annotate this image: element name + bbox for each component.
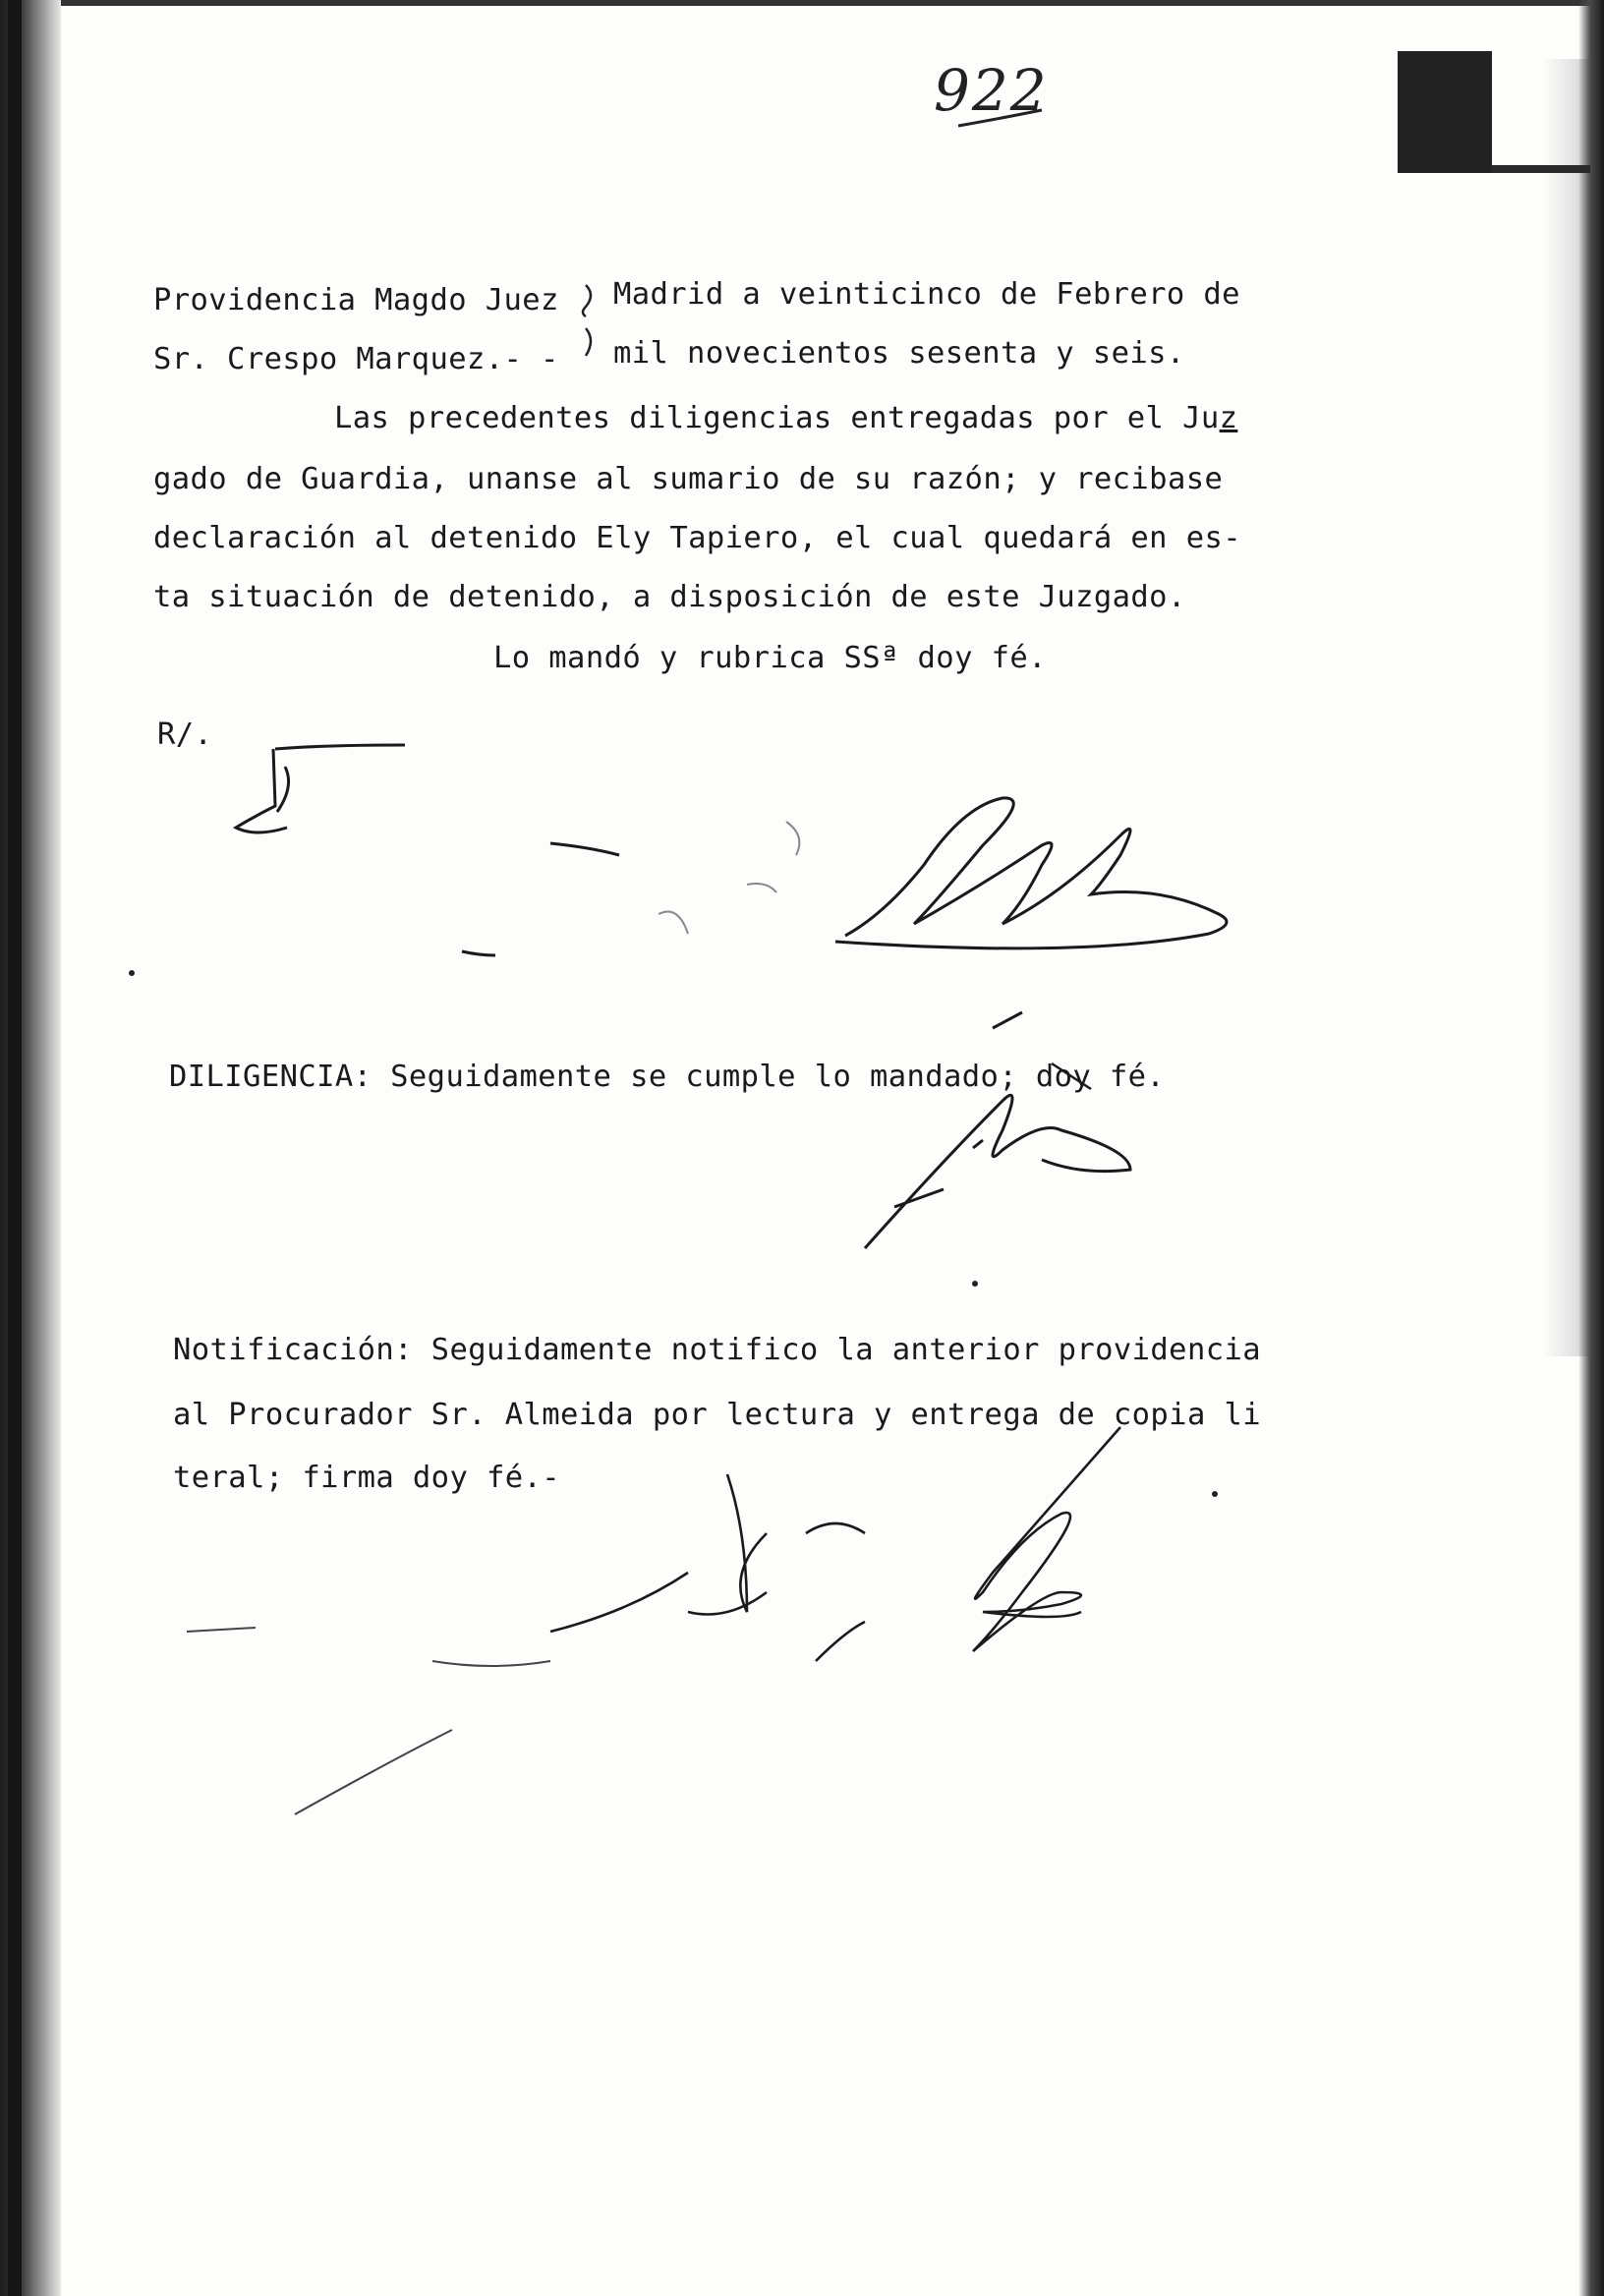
notificacion-flourish-tail — [187, 1628, 550, 1814]
diligencia-line: DILIGENCIA: Seguidamente se cumple lo mandado; doy fé. — [169, 1060, 1166, 1094]
body-line-3: declaración al detenido Ely Tapiero, el cual quedará en es- — [153, 521, 1241, 555]
header-left-line-2: Sr. Crespo Marquez.- - — [153, 342, 559, 376]
stray-dot — [972, 1281, 978, 1287]
diligencia-strike — [1052, 1063, 1091, 1089]
judge-signature-faint — [659, 822, 799, 934]
body-line-4: ta situación de detenido, a disposición de este Juzgado. — [153, 580, 1186, 614]
header-right-line-1: Madrid a veinticinco de Febrero de — [613, 277, 1240, 312]
notificacion-line-2: al Procurador Sr. Almeida por lectura y entrega de copia li — [173, 1398, 1261, 1432]
notificacion-signature — [550, 1427, 1120, 1661]
header-left-line-1: Providencia Magdo Juez — [153, 283, 559, 317]
header-bracket — [583, 285, 591, 356]
notificacion-line-1: Notificación: Seguidamente notifico la anterior providencia — [173, 1333, 1261, 1367]
stray-dot — [129, 970, 135, 976]
diligencia-signature — [865, 1012, 1130, 1248]
page-number: 922 — [934, 57, 1049, 124]
page-number-underline — [958, 110, 1042, 126]
body-line-1: Las precedentes diligencias entregadas por el Juz — [334, 401, 1238, 435]
stray-dot — [1212, 1491, 1218, 1497]
judge-flourish — [236, 745, 405, 832]
header-right-line-2: mil novecientos sesenta y seis. — [613, 336, 1185, 371]
body-line-2: gado de Guardia, unanse al sumario de su razón; y recibase — [153, 462, 1224, 496]
body-line-5: Lo mandó y rubrica SSª doy fé. — [493, 641, 1047, 675]
judge-signature — [462, 798, 1227, 955]
rubric-mark: R/. — [157, 718, 213, 752]
notificacion-line-3: teral; firma doy fé.- — [173, 1461, 561, 1495]
